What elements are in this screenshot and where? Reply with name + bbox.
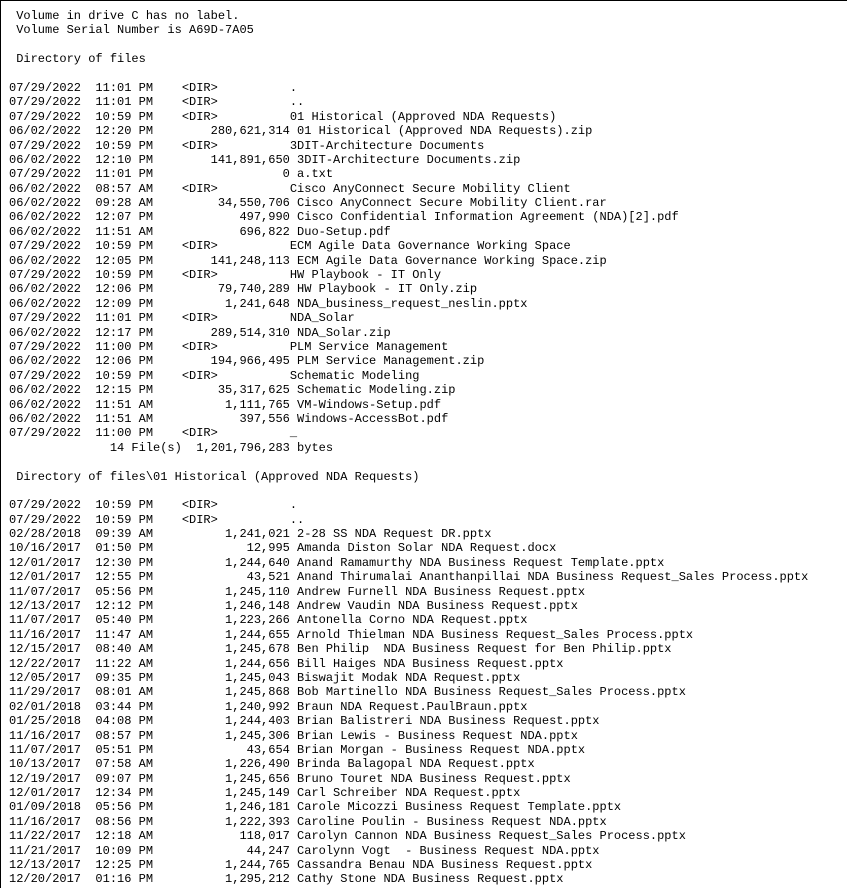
directory-entry: 07/29/2022 10:59 PM <DIR> ECM Agile Data Governance Working Space	[9, 239, 571, 254]
file-entry: 12/01/2017 12:34 PM 1,245,149 Carl Schreiber NDA Request.pptx	[9, 786, 521, 801]
directory-entry: 07/29/2022 10:59 PM <DIR> 3DIT-Architecture Documents	[9, 138, 485, 153]
file-entry: 06/02/2022 12:09 PM 1,241,648 NDA_business_request_neslin.pptx	[9, 296, 528, 311]
file-entry: 02/01/2018 03:44 PM 1,240,992 Braun NDA Request.PaulBraun.pptx	[9, 699, 528, 714]
file-entry: 01/09/2018 05:56 PM 1,246,181 Carole Micozzi Business Request Template.pptx	[9, 800, 622, 815]
file-entry: 06/02/2022 12:05 PM 141,248,113 ECM Agile Data Governance Working Space.zip	[9, 253, 607, 268]
directory-entry: 07/29/2022 10:59 PM <DIR> Schematic Modeling	[9, 368, 420, 383]
directory-header: Directory of files\01 Historical (Approved NDA Requests)	[9, 469, 420, 484]
volume-label-line: Volume in drive C has no label.	[9, 9, 240, 23]
file-entry: 06/02/2022 12:06 PM 79,740,289 HW Playbook - IT Only.zip	[9, 282, 478, 297]
file-entry: 06/02/2022 11:51 AM 397,556 Windows-AccessBot.pdf	[9, 411, 449, 426]
directory-entry: 07/29/2022 11:00 PM <DIR> _	[9, 426, 298, 441]
file-entry: 10/13/2017 07:58 AM 1,226,490 Brinda Balagopal NDA Request.pptx	[9, 757, 535, 772]
file-entry: 11/21/2017 10:09 PM 44,247 Carolynn Vogt - Business Request NDA.pptx	[9, 843, 600, 858]
file-entry: 12/15/2017 08:40 AM 1,245,678 Ben Philip NDA Business Request for Ben Philip.pptx	[9, 642, 672, 657]
file-entry: 06/02/2022 09:28 AM 34,550,706 Cisco AnyConnect Secure Mobility Client.rar	[9, 196, 607, 211]
file-entry: 07/29/2022 11:01 PM 0 a.txt	[9, 167, 334, 182]
file-entry: 06/02/2022 12:15 PM 35,317,625 Schematic Modeling.zip	[9, 383, 456, 398]
blank-line	[9, 67, 847, 81]
directory-entry: 07/29/2022 10:59 PM <DIR> HW Playbook - IT Only	[9, 268, 442, 283]
directory-entry: 07/29/2022 11:01 PM <DIR> .	[9, 80, 298, 95]
terminal-output	[1, 1, 847, 887]
file-entry: 01/25/2018 04:08 PM 1,244,403 Brian Balistreri NDA Business Request.pptx	[9, 714, 600, 729]
file-entry: 06/02/2022 12:20 PM 280,621,314 01 Historical (Approved NDA Requests).zip	[9, 124, 593, 139]
directory-entry: 07/29/2022 11:00 PM <DIR> PLM Service Management	[9, 339, 449, 354]
file-entry: 12/22/2017 11:22 AM 1,244,656 Bill Haiges NDA Business Request.pptx	[9, 656, 564, 671]
directory-entry: 06/02/2022 08:57 AM <DIR> Cisco AnyConnect Secure Mobility Client	[9, 181, 571, 196]
directory-entry: 07/29/2022 11:01 PM <DIR> ..	[9, 95, 305, 110]
file-entry: 06/02/2022 12:10 PM 141,891,650 3DIT-Architecture Documents.zip	[9, 152, 521, 167]
file-entry: 11/07/2017 05:51 PM 43,654 Brian Morgan - Business Request NDA.pptx	[9, 742, 586, 757]
file-entry: 02/28/2018 09:39 AM 1,241,021 2-28 SS NDA Request DR.pptx	[9, 527, 492, 542]
file-entry: 06/02/2022 11:51 AM 696,822 Duo-Setup.pdf	[9, 224, 391, 239]
file-entry: 06/02/2022 11:51 AM 1,111,765 VM-Windows-Setup.pdf	[9, 397, 442, 412]
blank-line	[9, 38, 847, 52]
file-entry: 12/13/2017 12:25 PM 1,244,765 Cassandra Benau NDA Business Request.pptx	[9, 858, 593, 873]
volume-serial-line: Volume Serial Number is A69D-7A05	[9, 23, 254, 38]
file-entry: 06/02/2022 12:06 PM 194,966,495 PLM Service Management.zip	[9, 354, 485, 369]
file-entry: 12/19/2017 09:07 PM 1,245,656 Bruno Touret NDA Business Request.pptx	[9, 771, 571, 786]
directory-summary: 14 File(s) 1,201,796,283 bytes	[9, 440, 334, 455]
file-entry: 06/02/2022 12:07 PM 497,990 Cisco Confidential Information Agreement (NDA)[2].pdf	[9, 210, 679, 225]
file-entry: 12/05/2017 09:35 PM 1,245,043 Biswajit Modak NDA Request.pptx	[9, 670, 521, 685]
file-entry: 12/20/2017 01:16 PM 1,295,212 Cathy Stone NDA Business Request.pptx	[9, 872, 564, 887]
file-entry: 11/22/2017 12:18 AM 118,017 Carolyn Cannon NDA Business Request_Sales Process.pptx	[9, 829, 686, 844]
directory-entry: 07/29/2022 10:59 PM <DIR> ..	[9, 512, 305, 527]
directory-header: Directory of files	[9, 52, 146, 67]
file-entry: 12/13/2017 12:12 PM 1,246,148 Andrew Vaudin NDA Business Request.pptx	[9, 599, 578, 614]
blank-line	[9, 484, 847, 498]
directory-entry: 07/29/2022 10:59 PM <DIR> 01 Historical (Approved NDA Requests)	[9, 109, 557, 124]
directory-entry: 07/29/2022 10:59 PM <DIR> .	[9, 498, 298, 513]
directory-entry: 07/29/2022 11:01 PM <DIR> NDA_Solar	[9, 311, 355, 326]
file-entry: 11/16/2017 11:47 AM 1,244,655 Arnold Thielman NDA Business Request_Sales Process.pptx	[9, 627, 694, 642]
file-entry: 11/07/2017 05:56 PM 1,245,110 Andrew Furnell NDA Business Request.pptx	[9, 584, 586, 599]
file-entry: 12/01/2017 12:30 PM 1,244,640 Anand Ramamurthy NDA Business Request Template.pptx	[9, 555, 665, 570]
file-entry: 10/16/2017 01:50 PM 12,995 Amanda Diston Solar NDA Request.docx	[9, 541, 557, 556]
file-entry: 12/01/2017 12:55 PM 43,521 Anand Thirumalai Ananthanpillai NDA Business Request_Sales Process.pptx	[9, 570, 809, 585]
blank-line	[9, 455, 847, 469]
file-entry: 11/16/2017 08:56 PM 1,222,393 Caroline Poulin - Business Request NDA.pptx	[9, 814, 607, 829]
file-entry: 11/16/2017 08:57 PM 1,245,306 Brian Lewis - Business Request NDA.pptx	[9, 728, 578, 743]
file-entry: 06/02/2022 12:17 PM 289,514,310 NDA_Solar.zip	[9, 325, 391, 340]
file-entry: 11/29/2017 08:01 AM 1,245,868 Bob Martinello NDA Business Request_Sales Process.pptx	[9, 685, 686, 700]
file-entry: 11/07/2017 05:40 PM 1,223,266 Antonella Corno NDA Request.pptx	[9, 613, 528, 628]
